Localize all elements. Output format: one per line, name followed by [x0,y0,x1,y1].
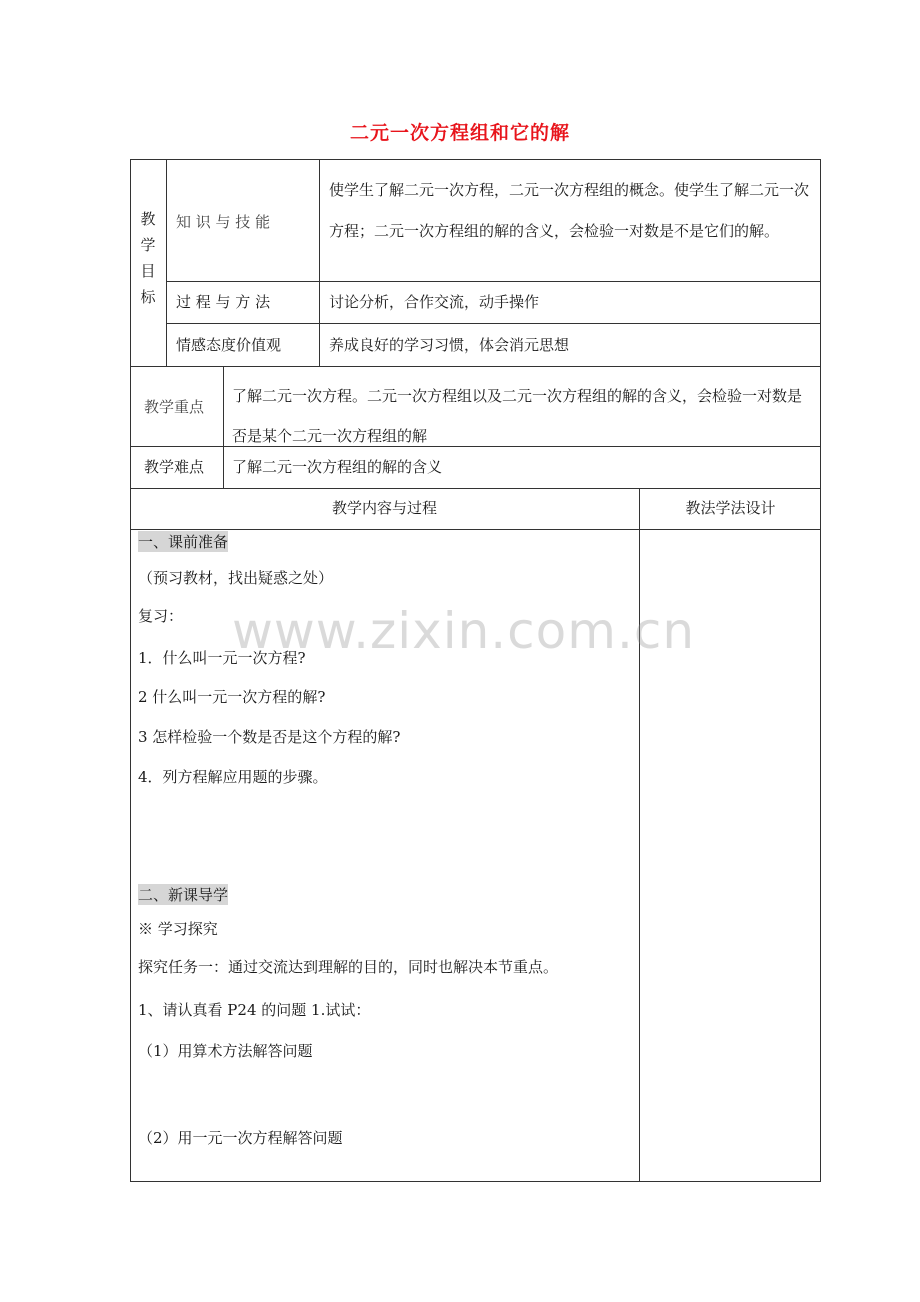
content-line: 1、请认真看 P24 的问题 1.试试： [138,1001,371,1019]
difficulties-label: 教学难点 [144,458,205,476]
section-heading: 一、课前准备 [138,533,229,551]
content-line: 4．列方程解应用题的步骤。 [138,768,328,786]
objectives-label-char: 教 [140,210,156,228]
section-heading: 二、新课导学 [138,886,229,904]
knowledge-text: 使学生了解二元一次方程，二元一次方程组的概念。使学生了解二元一次方程；二元一次方程组的解的含义，会检验一对数是不是它们的解。 [329,181,810,240]
difficulties-text: 了解二元一次方程组的解的含义 [232,458,443,476]
content-line: 3 怎样检验一个数是否是这个方程的解? [138,728,401,746]
objectives-label-char: 标 [140,288,156,306]
content-line: 1．什么叫一元一次方程? [138,649,306,667]
emotion-label: 情感态度价值观 [176,336,282,354]
content-line: ※ 学习探究 [138,920,218,938]
content-line: 2 什么叫一元一次方程的解? [138,688,326,706]
watermark: www.zixin.com.cn [232,602,696,660]
content-line: （2）用一元一次方程解答问题 [138,1129,343,1147]
process-text: 讨论分析，合作交流，动手操作 [329,293,540,311]
key-points-text: 了解二元一次方程。二元一次方程组以及二元一次方程组的解的含义，会检验一对数是否是某个二元一次方程组的解 [232,387,803,445]
design-column-header: 教法学法设计 [685,499,776,517]
objectives-label-char: 目 [140,262,156,280]
content-line: 探究任务一：通过交流达到理解的目的，同时也解决本节重点。 [138,958,559,976]
process-label: 过 程 与 方 法 [176,293,271,311]
key-points-label: 教学重点 [144,398,205,416]
content-line: （预习教材，找出疑惑之处） [138,569,334,587]
content-line: 复习： [138,607,184,625]
knowledge-label: 知 识 与 技 能 [176,213,271,231]
content-line: （1）用算术方法解答问题 [138,1042,313,1060]
objectives-group-label [138,206,158,310]
objectives-label-char: 学 [140,236,156,254]
content-column-header: 教学内容与过程 [331,499,437,517]
emotion-text: 养成良好的学习习惯，体会消元思想 [329,336,570,354]
document-title: 二元一次方程组和它的解 [349,122,570,144]
